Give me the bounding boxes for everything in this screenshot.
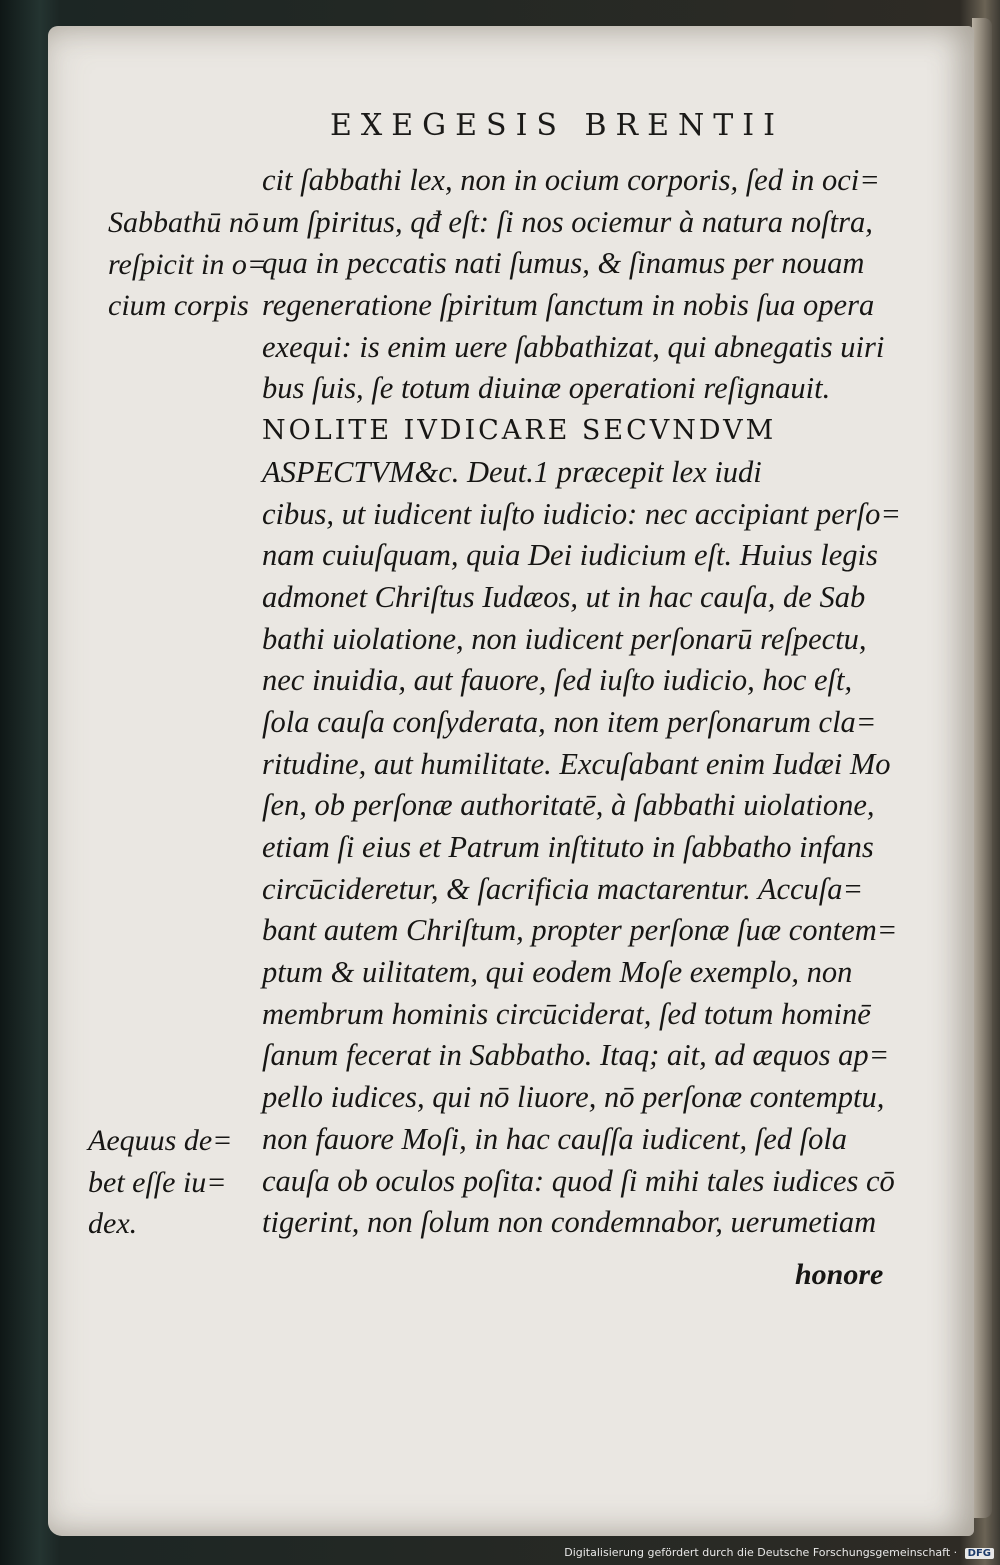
text-line: circūcideretur, & ſacrificia mactarentur. Accuſa=: [262, 871, 864, 906]
text-line: non fauore Moſi, in hac cauſſa iudicent, ſed ſola: [262, 1121, 848, 1156]
text-line: etiam ſi eius et Patrum inſtituto in ſabbatho infans: [262, 830, 874, 864]
footer-credit: [564, 1546, 994, 1559]
page-edge: [972, 18, 992, 1518]
text-line: admonet Chriſtus Iudæos, ut in hac cauſa, de Sab: [262, 579, 866, 614]
text-line: bathi uiolatione, non iudicent perſonarū reſpectu,: [262, 621, 867, 656]
text-line: cit ſabbathi lex, non in ocium corporis, ſed in oci=: [262, 163, 880, 197]
text-line: bant autem Chriſtum, propter perſonæ ſuæ contem=: [262, 913, 898, 948]
dfg-logo: DFG: [965, 1548, 994, 1559]
margin-note-line: dex.: [88, 1207, 138, 1241]
running-head: EXEGESIS BRENTII: [330, 108, 785, 143]
margin-note-line: reſpicit in o=: [108, 247, 268, 281]
text-line: membrum hominis circūciderat, ſed totum hominē: [262, 996, 871, 1031]
text-line: exequi: is enim uere ſabbathizat, qui abnegatis uiri: [262, 329, 885, 364]
text-line: nam cuiuſquam, quia Dei iudicium eſt. Huius legis: [262, 538, 878, 573]
footer-text: Digitalisierung gefördert durch die Deutsche Forschungsgemeinschaft ·: [564, 1546, 958, 1559]
text-line: ſanum fecerat in Sabbatho. Itaq; ait, ad æquos ap=: [262, 1038, 890, 1073]
margin-note-line: bet eſſe iu=: [88, 1165, 227, 1199]
text-line: um ſpiritus, qđ eſt: ſi nos ociemur à natura noſtra,: [262, 204, 873, 239]
margin-note-line: cium corpis: [108, 289, 249, 323]
text-line: ſola cauſa conſyderata, non item perſonarum cla=: [262, 704, 877, 739]
text-line: cauſa ob oculos poſita: quod ſi mihi tales iudices cō: [262, 1163, 895, 1198]
text-line: cibus, ut iudicent iuſto iudicio: nec accipiant perſo=: [262, 496, 901, 531]
text-line: pello iudices, qui nō liuore, nō perſonæ contemptu,: [262, 1080, 885, 1115]
margin-note-judge: [88, 1120, 232, 1245]
body-text: [262, 160, 912, 1244]
margin-note-sabbath: [108, 202, 267, 327]
text-line: bus ſuis, ſe totum diuinæ operationi reſignauit.: [262, 371, 831, 406]
text-line: ritudine, aut humilitate. Excuſabant enim Iudæi Mo: [262, 746, 891, 781]
lemma-heading: NOLITE IVDICARE SECVNDVM: [262, 415, 777, 447]
text-line: ASPECTVM&c. Deut.1 præcepit lex iudi: [262, 454, 762, 489]
margin-note-line: Sabbathū nō: [108, 206, 259, 239]
text-line: ptum & uilitatem, qui eodem Moſe exemplo, non: [262, 955, 853, 990]
text-line: qua in peccatis nati ſumus, & ſinamus per nouam: [262, 246, 865, 281]
text-line: nec inuidia, aut fauore, ſed iuſto iudicio, hoc eſt,: [262, 663, 853, 698]
text-line: ſen, ob perſonæ authoritatē, à ſabbathi uiolatione,: [262, 788, 875, 823]
text-line: regeneratione ſpiritum ſanctum in nobis ſua opera: [262, 288, 875, 323]
text-line: tigerint, non ſolum non condemnabor, uerumetiam: [262, 1205, 877, 1240]
margin-note-line: Aequus de=: [88, 1124, 233, 1157]
catchword: honore: [795, 1258, 884, 1291]
